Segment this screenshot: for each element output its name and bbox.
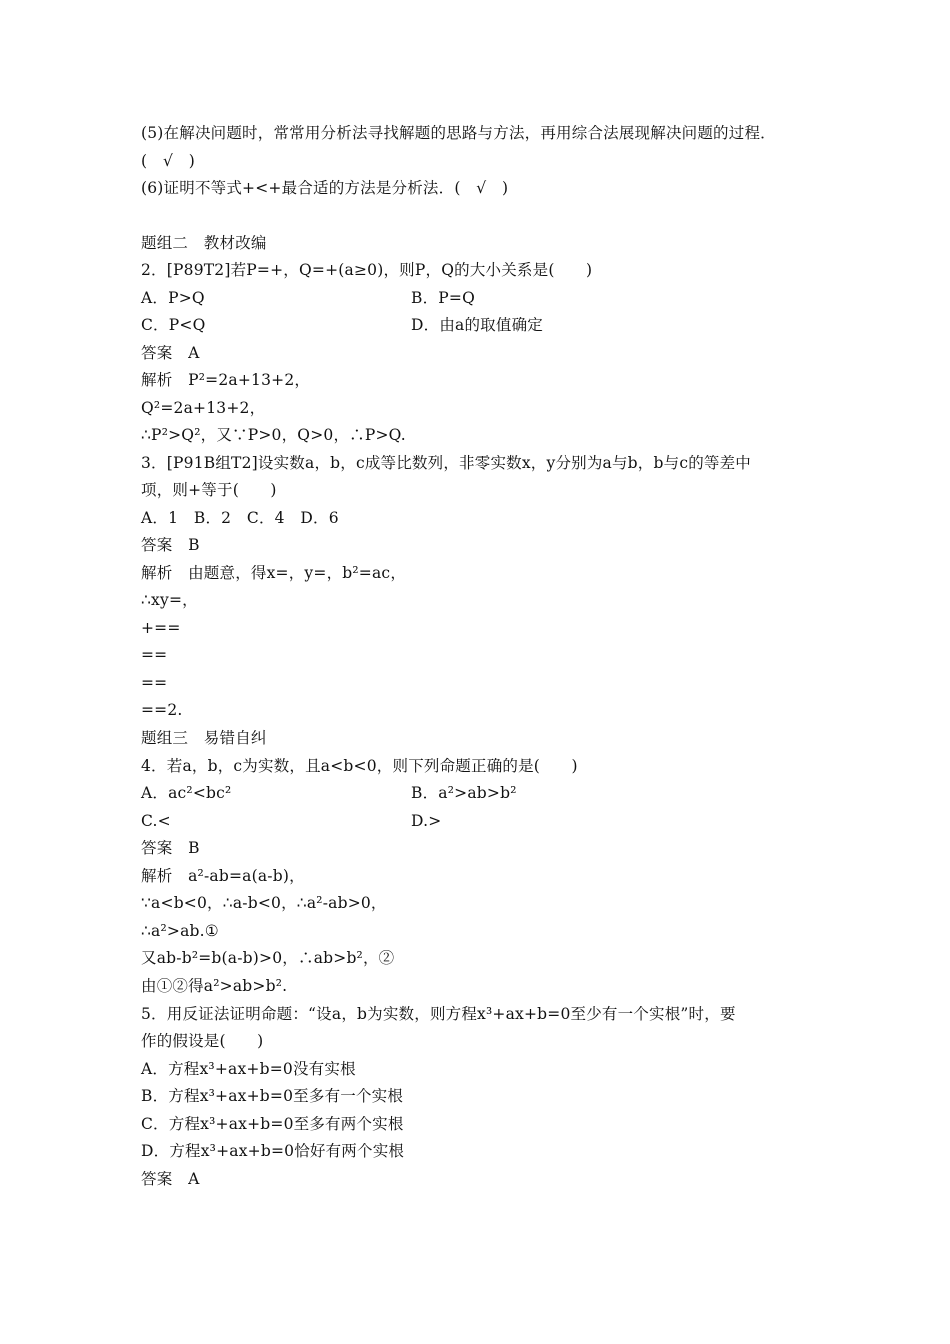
q3-analysis-4: ==	[141, 646, 168, 664]
question-2: 2．[P89T2]若P=+，Q=+(a≥0)，则P，Q的大小关系是( )	[141, 261, 593, 279]
q3-options: A．1 B．2 C．4 D．6	[141, 509, 339, 527]
question-3-line-2: 项，则+等于( )	[141, 481, 277, 499]
q4-option-d: D.>	[411, 812, 442, 830]
q2-analysis-3: ∴P²>Q²，又∵P>0，Q>0，∴P>Q.	[141, 426, 406, 444]
q2-option-a: A．P>Q	[141, 289, 205, 307]
question-5-line-2: 作的假设是( )	[141, 1032, 264, 1050]
q2-option-c: C．P<Q	[141, 316, 206, 334]
q2-analysis-1: 解析 P²=2a+13+2，	[141, 371, 311, 389]
item-6-text: (6)证明不等式+<+最合适的方法是分析法．( √ )	[141, 179, 509, 197]
q2-answer: 答案 A	[141, 344, 200, 362]
q4-option-b: B．a²>ab>b²	[411, 784, 517, 802]
question-3-line-1: 3．[P91B组T2]设实数a，b，c成等比数列，非零实数x，y分别为a与b，b与c的等差中	[141, 454, 752, 472]
q5-option-b: B．方程x³+ax+b=0至多有一个实根	[141, 1087, 404, 1105]
q3-analysis-3: +==	[141, 619, 181, 637]
q4-analysis-4: 又ab-b²=b(a-b)>0，∴ab>b²，②	[141, 949, 395, 967]
q4-answer: 答案 B	[141, 839, 200, 857]
section-heading-2: 题组二 教材改编	[141, 234, 267, 252]
q3-analysis-5: ==	[141, 674, 168, 692]
q4-option-c: C.<	[141, 812, 171, 830]
q4-analysis-3: ∴a²>ab.①	[141, 922, 219, 940]
q2-option-b: B．P=Q	[411, 289, 476, 307]
q2-option-d: D．由a的取值确定	[411, 316, 543, 334]
question-5-line-1: 5．用反证法证明命题：“设a，b为实数，则方程x³+ax+b=0至少有一个实根”时，要	[141, 1005, 736, 1023]
q2-analysis-2: Q²=2a+13+2，	[141, 399, 266, 417]
q3-analysis-1: 解析 由题意，得x=，y=，b²=ac，	[141, 564, 407, 582]
q5-answer: 答案 A	[141, 1170, 200, 1188]
q3-analysis-2: ∴xy=，	[141, 591, 198, 609]
q4-analysis-1: 解析 a²-ab=a(a-b)，	[141, 867, 305, 885]
q4-analysis-5: 由①②得a²>ab>b².	[141, 977, 288, 995]
q5-option-d: D．方程x³+ax+b=0恰好有两个实根	[141, 1142, 405, 1160]
q4-option-a: A．ac²<bc²	[141, 784, 232, 802]
q3-answer: 答案 B	[141, 536, 200, 554]
question-4: 4．若a，b，c为实数，且a<b<0，则下列命题正确的是( )	[141, 757, 578, 775]
q5-option-a: A．方程x³+ax+b=0没有实根	[141, 1060, 356, 1078]
q4-analysis-2: ∵a<b<0，∴a-b<0，∴a²-ab>0，	[141, 894, 387, 912]
section-heading-3: 题组三 易错自纠	[141, 729, 267, 747]
item-5-text: (5)在解决问题时，常常用分析法寻找解题的思路与方法，再用综合法展现解决问题的过程．	[141, 124, 776, 142]
q3-analysis-6: ==2.	[141, 701, 183, 719]
q5-option-c: C．方程x³+ax+b=0至多有两个实根	[141, 1115, 404, 1133]
item-5-answer: ( √ )	[141, 152, 195, 170]
